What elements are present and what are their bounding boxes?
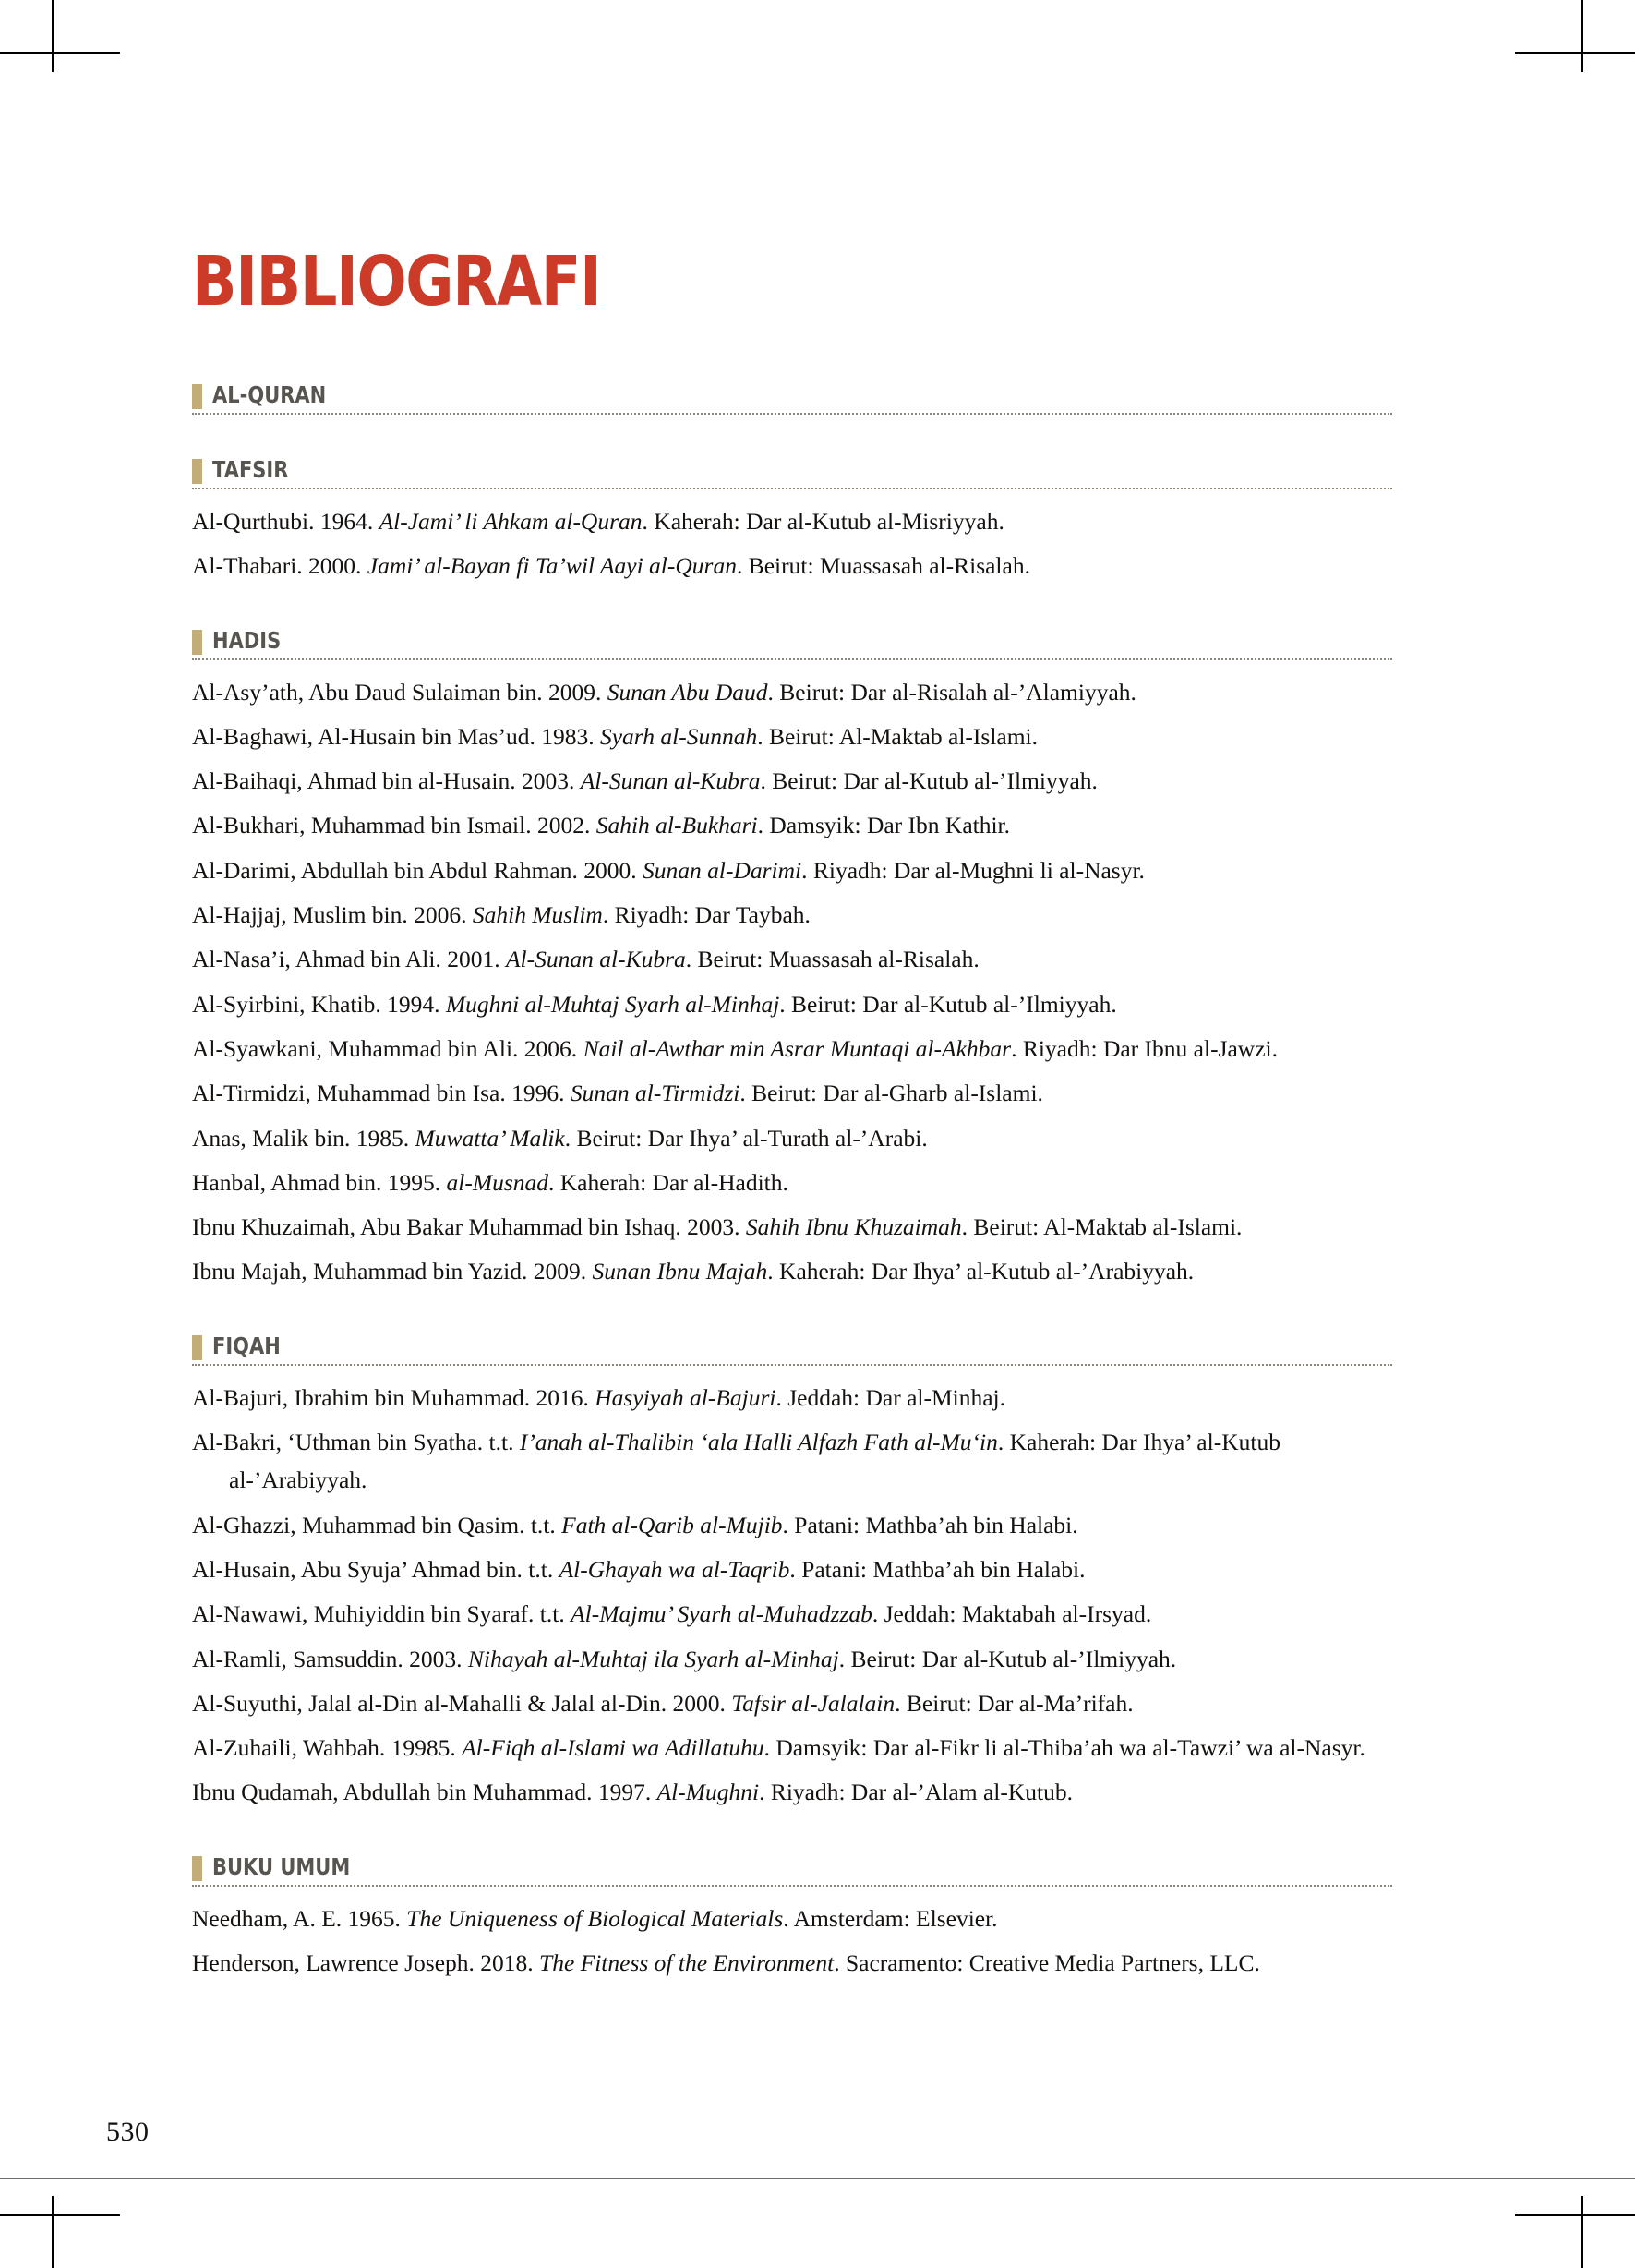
page-number: 530 — [106, 2117, 150, 2147]
bibliography-section — [192, 382, 1392, 415]
bibliography-entry: Ibnu Khuzaimah, Abu Bakar Muhammad bin Ishaq. 2003. Sahih Ibnu Khuzaimah. Beirut: Al-Maktab al-Islami. — [192, 1213, 1243, 1241]
crop-mark-bottom-left-vertical — [52, 2196, 54, 2268]
bibliography-section — [192, 457, 1392, 585]
section-title: HADIS — [212, 626, 282, 654]
bibliography-entry: Al-Darimi, Abdullah bin Abdul Rahman. 2000. Sunan al-Darimi. Riyadh: Dar al-Mughni li al-Nasyr. — [192, 856, 1145, 884]
bibliography-entry: Needham, A. E. 1965. The Uniqueness of Biological Materials. Amsterdam: Elsevier. — [192, 1904, 998, 1932]
bibliography-entry: Al-Zuhaili, Wahbah. 19985. Al-Fiqh al-Islami wa Adillatuhu. Damsyik: Dar al-Fikr li al-Thiba’ah wa al-Tawzi’ wa al-Nasyr. — [192, 1734, 1365, 1762]
bibliography-entry: Al-Tirmidzi, Muhammad bin Isa. 1996. Sunan al-Tirmidzi. Beirut: Dar al-Gharb al-Islami. — [192, 1080, 1043, 1107]
section-title: BUKU UMUM — [212, 1852, 351, 1880]
section-accent-bar-icon — [192, 1335, 202, 1360]
crop-mark-bottom-right-horizontal — [1515, 2214, 1635, 2216]
bibliography-entry: Al-Bakri, ʻUthman bin Syatha. t.t. I’anah al-Thalibin ʻala Halli Alfazh Fath al-Muʻin. Kaherah: Dar Ihya’ al-Kutub al-’Arabiyyah. — [192, 1429, 1280, 1494]
bibliography-entry: Al-Syirbini, Khatib. 1994. Mughni al-Muhtaj Syarh al-Minhaj. Beirut: Dar al-Kutub al-’Ilmiyyah. — [192, 990, 1117, 1018]
page-title: BIBLIOGRAFI — [192, 242, 601, 321]
bibliography-entry: Al-Thabari. 2000. Jami’ al-Bayan fi Ta’wil Aayi al-Quran. Beirut: Muassasah al-Risalah. — [192, 552, 1030, 580]
bibliography-section — [192, 1333, 1392, 1812]
content-column — [192, 0, 1392, 1988]
bibliography-entry: Al-Hajjaj, Muslim bin. 2006. Sahih Muslim. Riyadh: Dar Taybah. — [192, 901, 811, 929]
bibliography-section — [192, 1854, 1392, 1983]
bibliography-sections — [192, 382, 1392, 1982]
crop-mark-bottom-left-horizontal — [0, 2214, 120, 2216]
section-accent-bar-icon — [192, 630, 202, 655]
bibliography-entry: Al-Bajuri, Ibrahim bin Muhammad. 2016. Hasyiyah al-Bajuri. Jeddah: Dar al-Minhaj. — [192, 1383, 1006, 1411]
section-title: TAFSIR — [212, 456, 289, 483]
section-title: FIQAH — [212, 1332, 281, 1359]
crop-mark-top-right-horizontal — [1515, 52, 1635, 54]
section-header — [192, 382, 1392, 415]
bibliography-entry: Al-Nasa’i, Ahmad bin Ali. 2001. Al-Sunan al-Kubra. Beirut: Muassasah al-Risalah. — [192, 946, 980, 973]
section-accent-bar-icon — [192, 384, 202, 409]
bibliography-entry: Al-Syawkani, Muhammad bin Ali. 2006. Nail al-Awthar min Asrar Muntaqi al-Akhbar. Riyadh: Dar Ibnu al-Jawzi. — [192, 1034, 1278, 1062]
crop-mark-top-right-vertical — [1581, 0, 1583, 72]
entry-list — [192, 673, 1392, 1291]
bibliography-entry: Al-Asy’ath, Abu Daud Sulaiman bin. 2009. Sunan Abu Daud. Beirut: Dar al-Risalah al-’Alamiyyah. — [192, 678, 1136, 706]
section-header — [192, 628, 1392, 660]
entry-list — [192, 502, 1392, 585]
bibliography-entry: Al-Qurthubi. 1964. Al-Jami’ li Ahkam al-Quran. Kaherah: Dar al-Kutub al-Misriyyah. — [192, 508, 1004, 535]
bibliography-entry: Al-Bukhari, Muhammad bin Ismail. 2002. Sahih al-Bukhari. Damsyik: Dar Ibn Kathir. — [192, 812, 1011, 839]
crop-mark-bottom-right-vertical — [1581, 2196, 1583, 2268]
bibliography-entry: Ibnu Majah, Muhammad bin Yazid. 2009. Sunan Ibnu Majah. Kaherah: Dar Ihya’ al-Kutub al-’Arabiyyah. — [192, 1258, 1195, 1285]
bibliography-entry: Ibnu Qudamah, Abdullah bin Muhammad. 1997. Al-Mughni. Riyadh: Dar al-’Alam al-Kutub. — [192, 1779, 1073, 1806]
section-header — [192, 457, 1392, 489]
bibliography-entry: Al-Baihaqi, Ahmad bin al-Husain. 2003. Al-Sunan al-Kubra. Beirut: Dar al-Kutub al-’Ilmiyyah. — [192, 767, 1098, 795]
bibliography-entry: Al-Ramli, Samsuddin. 2003. Nihayah al-Muhtaj ila Syarh al-Minhaj. Beirut: Dar al-Kutub al-’Ilmiyyah. — [192, 1645, 1177, 1672]
crop-mark-top-left-horizontal — [0, 52, 120, 54]
bibliography-entry: Anas, Malik bin. 1985. Muwatta’ Malik. Beirut: Dar Ihya’ al-Turath al-’Arabi. — [192, 1124, 928, 1152]
bibliography-entry: Hanbal, Ahmad bin. 1995. al-Musnad. Kaherah: Dar al-Hadith. — [192, 1168, 788, 1196]
bibliography-entry: Al-Baghawi, Al-Husain bin Mas’ud. 1983. Syarh al-Sunnah. Beirut: Al-Maktab al-Islami. — [192, 722, 1039, 750]
bibliography-section — [192, 628, 1392, 1291]
section-title: AL-QURAN — [212, 381, 327, 408]
bibliography-entry: Henderson, Lawrence Joseph. 2018. The Fitness of the Environment. Sacramento: Creative Media Partners, LLC. — [192, 1949, 1260, 1977]
bibliography-entry: Al-Husain, Abu Syuja’ Ahmad bin. t.t. Al-Ghayah wa al-Taqrib. Patani: Mathba’ah bin Halabi. — [192, 1555, 1086, 1583]
section-accent-bar-icon — [192, 459, 202, 484]
entry-list — [192, 1900, 1392, 1983]
crop-mark-top-left-vertical — [52, 0, 54, 72]
section-accent-bar-icon — [192, 1856, 202, 1881]
footer-divider — [0, 2178, 1635, 2179]
section-header — [192, 1854, 1392, 1887]
bibliography-entry: Al-Suyuthi, Jalal al-Din al-Mahalli & Jalal al-Din. 2000. Tafsir al-Jalalain. Beirut: Dar al-Ma’rifah. — [192, 1689, 1134, 1717]
section-header — [192, 1333, 1392, 1366]
entry-list — [192, 1379, 1392, 1812]
bibliography-entry: Al-Ghazzi, Muhammad bin Qasim. t.t. Fath al-Qarib al-Mujib. Patani: Mathba’ah bin Halabi. — [192, 1511, 1078, 1538]
bibliography-entry: Al-Nawawi, Muhiyiddin bin Syaraf. t.t. Al-Majmu’ Syarh al-Muhadzzab. Jeddah: Maktabah al-Irsyad. — [192, 1600, 1152, 1628]
